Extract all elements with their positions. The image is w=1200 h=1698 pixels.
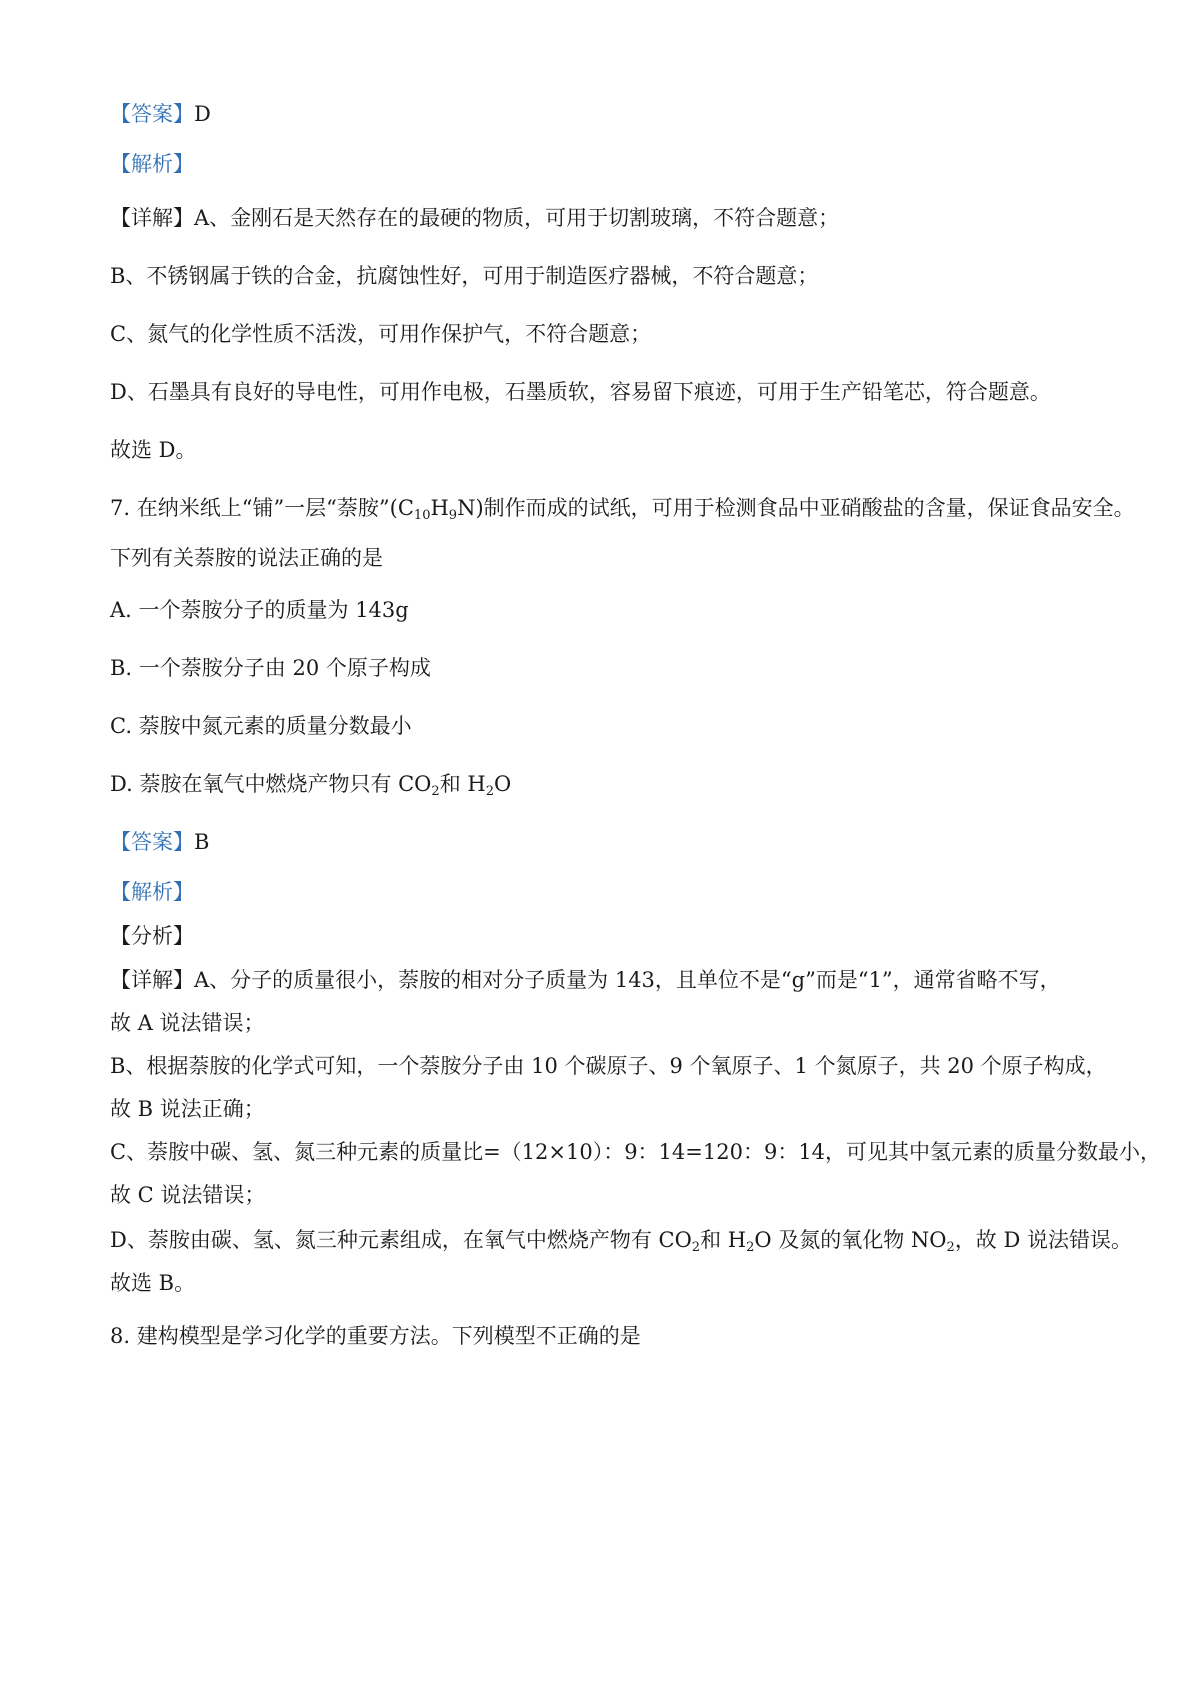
detail-line: 故 C 说法错误； [110, 1183, 266, 1207]
subscript: 9 [448, 508, 458, 523]
detail-line: 故 A 说法错误； [110, 1011, 265, 1035]
detail-line: 【详解】A、金刚石是天然存在的最硬的物质，可用于切割玻璃，不符合题意； [110, 206, 840, 230]
question-7-stem [110, 494, 1135, 522]
stem-text: N)制作而成的试纸，可用于检测食品中亚硝酸盐的含量，保证食品安全。 [457, 496, 1135, 520]
subscript: 10 [413, 508, 431, 523]
detail-text: D、萘胺由碳、氢、氮三种元素组成，在氧气中燃烧产物有 CO [110, 1228, 692, 1252]
detail-line: 【详解】A、分子的质量很小，萘胺的相对分子质量为 143，且单位不是“g”而是“1”，通常省略不写， [110, 968, 1061, 992]
stem-text: H [430, 496, 449, 520]
detail-line [110, 1226, 1132, 1254]
answer-tag: 【答案】 [110, 830, 194, 854]
conclusion-line: 故选 D。 [110, 438, 197, 462]
option-text: O [493, 772, 512, 796]
answer-line-q6 [110, 100, 211, 128]
option-text: 和 H [439, 772, 486, 796]
analysis-tag: 【解析】 [110, 880, 194, 904]
detail-line: D、石墨具有良好的导电性，可用作电极，石墨质软，容易留下痕迹，可用于生产铅笔芯，符合题意。 [110, 380, 1051, 404]
option-c: C. 萘胺中氮元素的质量分数最小 [110, 714, 412, 738]
detail-line: B、不锈钢属于铁的合金，抗腐蚀性好，可用于制造医疗器械，不符合题意； [110, 264, 819, 288]
detail-line: 故 B 说法正确； [110, 1097, 265, 1121]
answer-value: D [194, 102, 211, 126]
detail-text: 和 H [700, 1228, 747, 1252]
conclusion-line: 故选 B。 [110, 1271, 196, 1295]
detail-line: B、根据萘胺的化学式可知，一个萘胺分子由 10 个碳原子、9 个氧原子、1 个氮原子，共 20 个原子构成， [110, 1054, 1107, 1078]
analysis-tag: 【解析】 [110, 152, 194, 176]
subscript: 2 [431, 784, 440, 799]
option-text: D. 萘胺在氧气中燃烧产物只有 CO [110, 772, 432, 796]
question-7-stem-line2: 下列有关萘胺的说法正确的是 [110, 546, 383, 570]
subscript: 2 [946, 1240, 955, 1255]
answer-line-q7 [110, 828, 209, 856]
fenxi-tag: 【分析】 [110, 924, 194, 948]
question-8-stem: 8. 建构模型是学习化学的重要方法。下列模型不正确的是 [110, 1324, 641, 1348]
detail-text: ，故 D 说法错误。 [954, 1228, 1132, 1252]
option-d [110, 770, 511, 798]
detail-line: C、萘胺中碳、氢、氮三种元素的质量比=（12×10）：9：14=120：9：14，可见其中氢元素的质量分数最小， [110, 1140, 1162, 1164]
answer-value: B [194, 830, 210, 854]
subscript: 2 [485, 784, 494, 799]
option-a: A. 一个萘胺分子的质量为 143g [110, 598, 409, 622]
answer-tag: 【答案】 [110, 102, 194, 126]
subscript: 2 [691, 1240, 701, 1255]
detail-text: O 及氮的氧化物 NO [754, 1228, 947, 1252]
subscript: 2 [746, 1240, 755, 1255]
option-b: B. 一个萘胺分子由 20 个原子构成 [110, 656, 431, 680]
stem-text: 7. 在纳米纸上“铺”一层“萘胺”(C [110, 496, 414, 520]
detail-line: C、氮气的化学性质不活泼，可用作保护气，不符合题意； [110, 322, 652, 346]
